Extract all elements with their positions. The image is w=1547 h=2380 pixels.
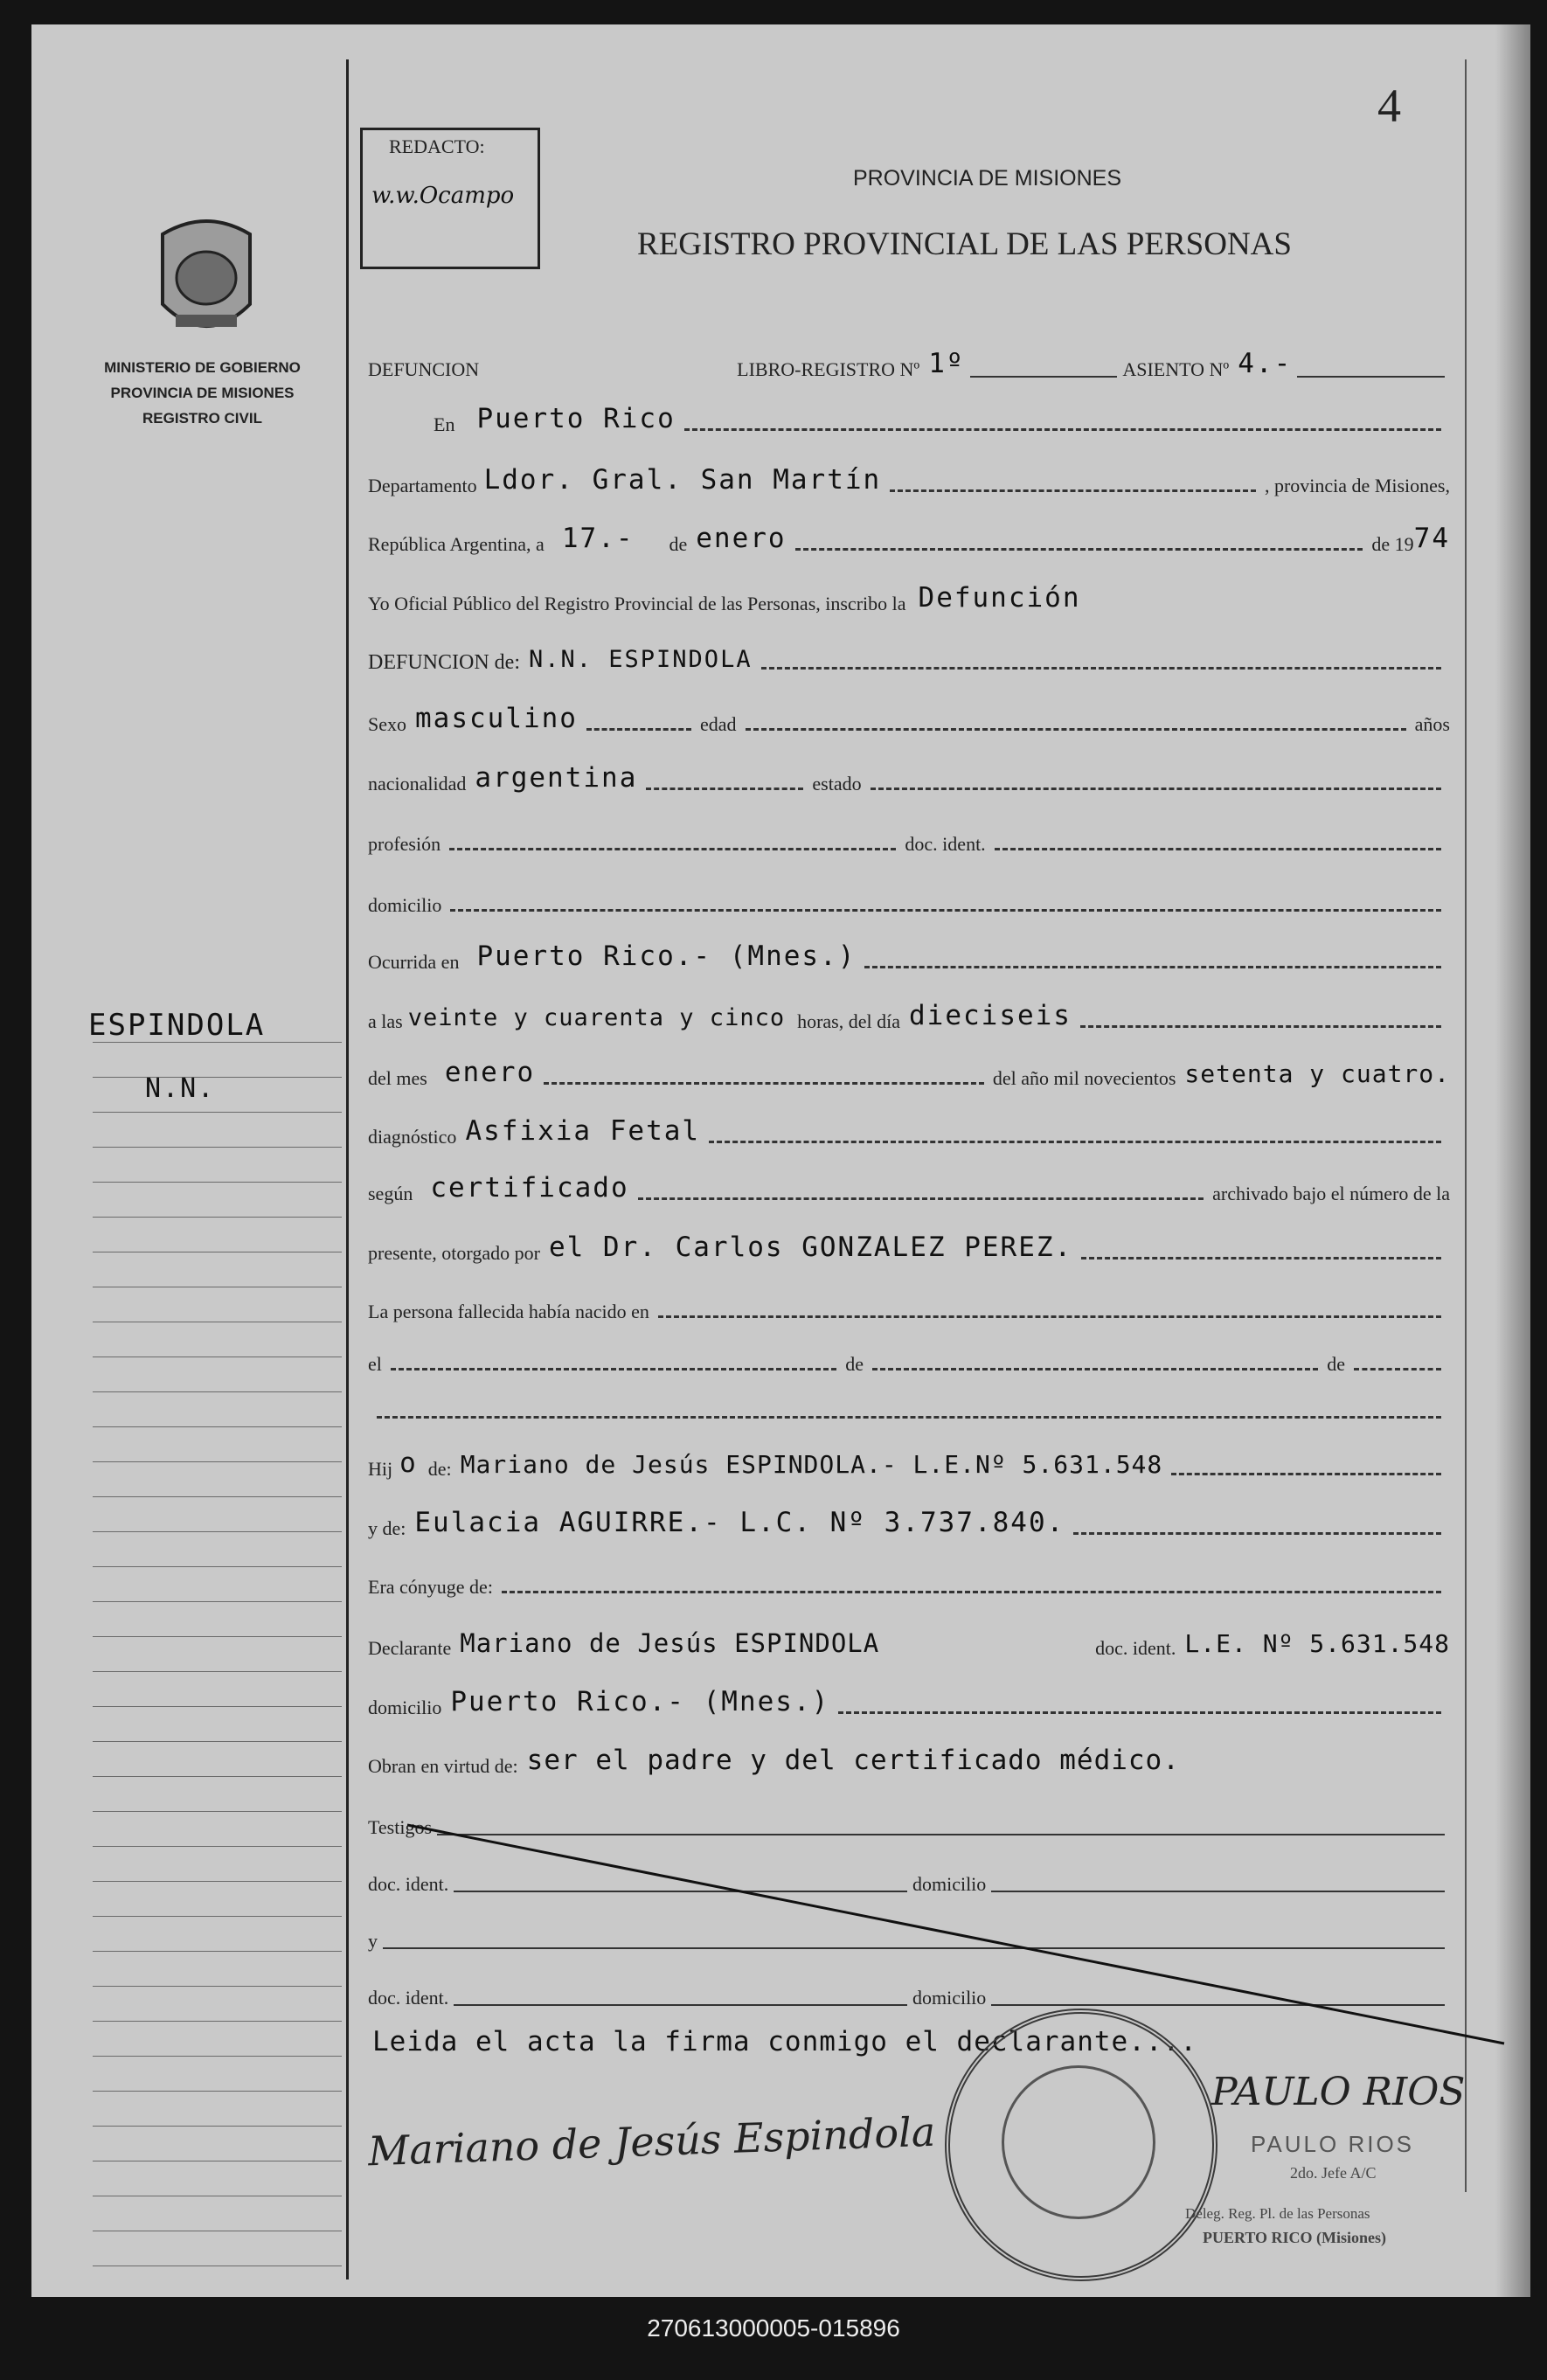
row-libro [368, 341, 1450, 385]
asiento-label: ASIENTO Nº [1122, 358, 1230, 380]
page-number: 4 [1377, 80, 1401, 132]
official-seal-inner [1002, 2065, 1155, 2219]
libro-value: 1º [928, 348, 965, 379]
sexo-value: masculino [415, 703, 578, 734]
margin-lines [93, 1008, 342, 2275]
row-departamento [368, 457, 1450, 501]
el-de2: de [1327, 1353, 1346, 1375]
edad-label: edad [699, 713, 737, 735]
row-sexo [368, 696, 1450, 739]
libro-label: LIBRO-REGISTRO Nº [737, 358, 920, 380]
declarante-label: Declarante [368, 1637, 452, 1659]
yo-oficial-label: Yo Oficial Público del Registro Provincial de las Personas, inscribo la [368, 593, 906, 614]
row-declarante [368, 1620, 1450, 1663]
row-domicilio1 [368, 877, 1450, 920]
defuncion-de-value: N.N. ESPINDOLA [529, 646, 753, 673]
presente-value: el Dr. Carlos GONZALEZ PEREZ. [548, 1232, 1073, 1263]
hijo-label: Hij [368, 1458, 393, 1480]
dia-value: dieciseis [909, 1000, 1072, 1031]
row-diagnostico [368, 1108, 1450, 1152]
anos-label: años [1414, 713, 1450, 735]
ano-value: setenta y cuatro. [1184, 1059, 1450, 1088]
profesion-label: profesión [368, 833, 441, 855]
obran-value: ser el padre y del certificado médico. [526, 1745, 1180, 1776]
row-hijo [368, 1440, 1450, 1484]
testigos-y-label: y [368, 1930, 378, 1952]
asiento-value: 4.- [1238, 348, 1293, 379]
row-profesion [368, 815, 1450, 859]
redacto-box [360, 128, 540, 269]
row-del-mes [368, 1050, 1450, 1093]
domicilio1-label: domicilio [368, 894, 442, 916]
row-defuncion-de [368, 635, 1450, 678]
yo-oficial-value: Defunción [918, 582, 1081, 614]
redacto-signature: w.w.Ocampo [371, 183, 515, 209]
row-ocurrida [368, 933, 1450, 977]
a-las-value: veinte y cuarenta y cinco [407, 1004, 786, 1031]
stamp-line1: 2do. Jefe A/C [1290, 2164, 1377, 2182]
declarante-doc-label: doc. ident. [1095, 1637, 1176, 1659]
en-label: En [434, 413, 455, 435]
sexo-label: Sexo [368, 713, 406, 735]
row-conyuge [368, 1558, 1450, 1602]
el-de1: de [845, 1353, 864, 1375]
stamp-line2: Deleg. Reg. Pl. de las Personas [1185, 2205, 1370, 2222]
testigos-dom2-label: domicilio [912, 1987, 987, 2009]
republica-day: 17.- [561, 523, 635, 554]
ocurrida-label: Ocurrida en [368, 951, 460, 973]
province-seal-icon [145, 208, 267, 352]
margin-surname: ESPINDOLA [88, 1008, 266, 1043]
del-mes-label: del mes [368, 1067, 427, 1089]
segun-value: certificado [430, 1172, 629, 1204]
y-de-value: Eulacia AGUIRRE.- L.C. Nº 3.737.840. [414, 1507, 1065, 1538]
stamp-name: PAULO RIOS [1251, 2131, 1415, 2157]
row-presente [368, 1225, 1450, 1268]
testigos-doc2-label: doc. ident. [368, 1987, 449, 2009]
row-nacionalidad [368, 755, 1450, 799]
diagnostico-value: Asfixia Fetal [465, 1115, 701, 1147]
departamento-label: Departamento [368, 475, 477, 496]
ano-label: del año mil novecientos [992, 1067, 1176, 1089]
nacionalidad-value: argentina [475, 762, 638, 794]
redacto-label: REDACTO: [389, 135, 485, 157]
hijo-o: o [399, 1447, 418, 1479]
row-y-de [368, 1500, 1450, 1544]
province-heading: PROVINCIA DE MISIONES [853, 166, 1122, 191]
doc-type: DEFUNCION [368, 358, 480, 380]
estado-label: estado [812, 773, 862, 794]
republica-year: 74 [1413, 523, 1450, 554]
seal-province: PROVINCIA DE MISIONES [110, 385, 295, 401]
presente-label: presente, otorgado por [368, 1242, 540, 1264]
margin-name: N.N. [145, 1073, 216, 1104]
nacionalidad-label: nacionalidad [368, 773, 467, 794]
document-page [31, 24, 1530, 2297]
declarante-value: Mariano de Jesús ESPINDOLA [460, 1628, 880, 1658]
testigos-doc1-label: doc. ident. [368, 1873, 449, 1895]
margin-rule [346, 59, 349, 2279]
row-segun [368, 1165, 1450, 1209]
testigos-label: Testigos [368, 1816, 433, 1838]
del-mes-value: enero [444, 1057, 536, 1088]
hijo-de: de: [427, 1458, 452, 1480]
stamp-line3: PUERTO RICO (Misiones) [1203, 2229, 1387, 2246]
declarante-doc-value: L.E. Nº 5.631.548 [1184, 1629, 1450, 1658]
hijo-value: Mariano de Jesús ESPINDOLA.- L.E.Nº 5.631.548 [460, 1450, 1163, 1479]
el-label: el [368, 1353, 382, 1375]
row-nacido-en [368, 1283, 1450, 1327]
conyuge-label: Era cónyuge de: [368, 1576, 493, 1598]
row-obran [368, 1738, 1450, 1781]
domicilio2-value: Puerto Rico.- (Mnes.) [450, 1686, 830, 1717]
defuncion-de-label: DEFUNCION de: [368, 651, 520, 674]
row-a-las [368, 993, 1450, 1037]
official-signature: PAULO RIOS [1211, 2070, 1466, 2114]
obran-label: Obran en virtud de: [368, 1755, 518, 1777]
footer-id: 270613000005-015896 [647, 2314, 900, 2342]
row-en [434, 396, 1450, 440]
row-republica [368, 516, 1450, 559]
profesion-doc-label: doc. ident. [905, 833, 986, 855]
testigos-dom1-label: domicilio [912, 1873, 987, 1895]
en-value: Puerto Rico [476, 403, 676, 434]
declarante-signature: Mariano de Jesús Espindola [367, 2107, 937, 2175]
domicilio2-label: domicilio [368, 1697, 442, 1718]
republica-month: enero [696, 523, 787, 554]
y-de-label: y de: [368, 1517, 406, 1539]
republica-de: de [669, 533, 688, 555]
closing-text: Leida el acta la firma conmigo el declarante.... [372, 2026, 1197, 2057]
segun-label: según [368, 1183, 413, 1204]
row-el [368, 1336, 1450, 1379]
departamento-value: Ldor. Gral. San Martín [483, 464, 882, 496]
row-domicilio2 [368, 1679, 1450, 1723]
row-blank [368, 1384, 1450, 1427]
republica-label: República Argentina, a [368, 533, 545, 555]
segun-suffix: archivado bajo el número de la [1212, 1183, 1450, 1204]
departamento-suffix: , provincia de Misiones, [1264, 475, 1450, 496]
seal-registry: REGISTRO CIVIL [142, 410, 262, 427]
seal-ministry: MINISTERIO DE GOBIERNO [104, 359, 301, 376]
horas-label: horas, del día [797, 1010, 900, 1032]
strike-through-line [407, 1799, 1509, 2052]
registry-title: REGISTRO PROVINCIAL DE LAS PERSONAS [637, 226, 1292, 262]
nacido-en-label: La persona fallecida había nacido en [368, 1301, 649, 1322]
ocurrida-value: Puerto Rico.- (Mnes.) [476, 940, 857, 972]
row-yo-oficial [368, 575, 1450, 619]
a-las-label: a las [368, 1010, 403, 1032]
diagnostico-label: diagnóstico [368, 1126, 457, 1148]
republica-year-label: de 19 [1371, 533, 1414, 555]
